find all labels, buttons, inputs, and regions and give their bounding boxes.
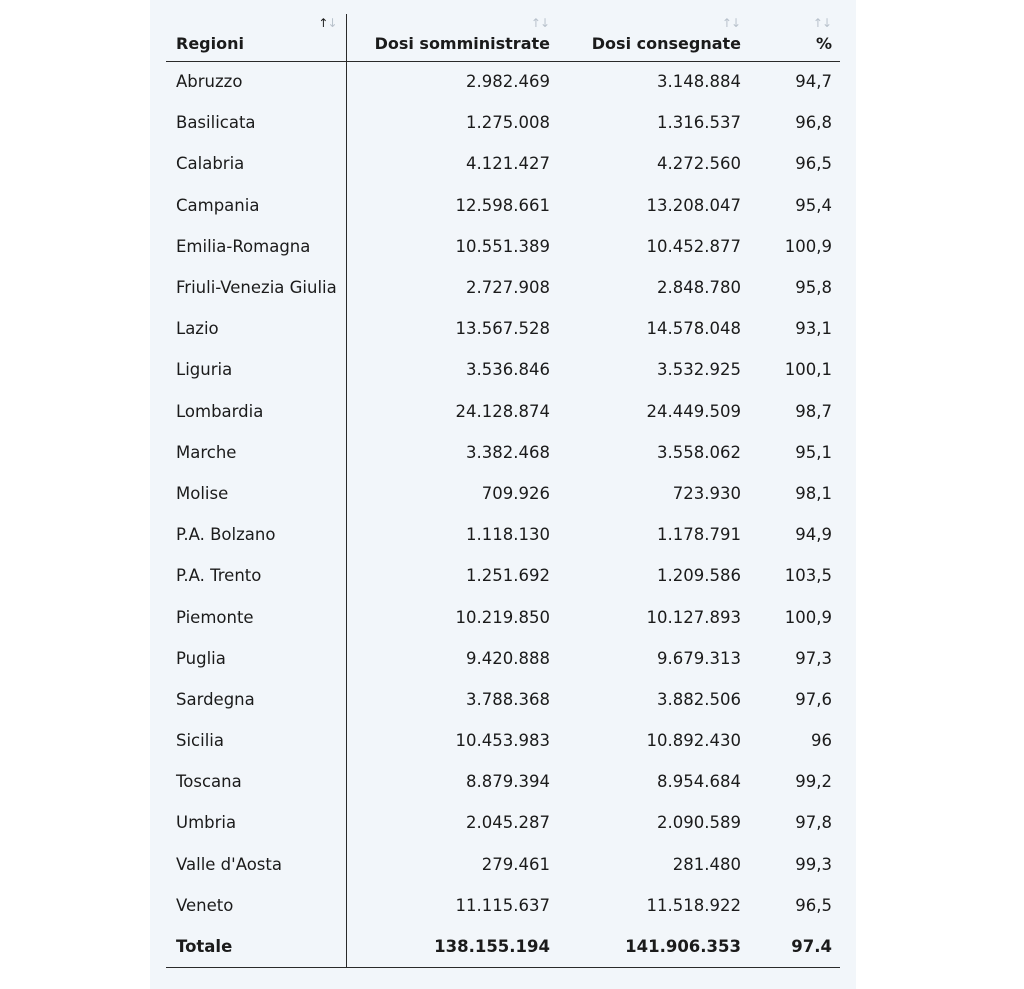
doses-administered-cell: 24.128.874 xyxy=(455,401,550,421)
table-body xyxy=(166,61,840,967)
doses-delivered-cell: 10.452.877 xyxy=(646,236,741,256)
percent-cell: 103,5 xyxy=(784,566,832,586)
doses-administered-cell: 12.598.661 xyxy=(455,195,550,215)
sort-arrows-icon[interactable]: ↑↓ xyxy=(721,16,740,30)
table-row xyxy=(166,473,840,514)
table-panel xyxy=(150,0,856,989)
table-row xyxy=(166,596,840,637)
doses-administered-cell: 709.926 xyxy=(481,483,550,503)
region-cell: Lombardia xyxy=(166,391,346,432)
doses-administered-cell: 3.536.846 xyxy=(466,360,550,380)
percent-cell: 97,8 xyxy=(795,813,832,833)
doses-delivered-cell: 11.518.922 xyxy=(646,895,741,915)
region-cell: Emilia-Romagna xyxy=(166,226,346,267)
percent-cell: 99,2 xyxy=(795,772,832,792)
region-cell: Sicilia xyxy=(166,720,346,761)
percent-cell: 98,1 xyxy=(795,483,832,503)
percent-cell: 100,9 xyxy=(784,607,832,627)
doses-delivered-cell: 13.208.047 xyxy=(646,195,741,215)
doses-delivered-cell: 4.272.560 xyxy=(657,154,741,174)
percent-cell: 96,8 xyxy=(795,113,832,133)
table-row xyxy=(166,844,840,885)
table-row xyxy=(166,761,840,802)
region-cell: Piemonte xyxy=(166,596,346,637)
table-row xyxy=(166,349,840,390)
table-row xyxy=(166,555,840,596)
doses-delivered-cell: 3.558.062 xyxy=(657,442,741,462)
region-cell: Calabria xyxy=(166,143,346,184)
table-row xyxy=(166,185,840,226)
percent-cell: 95,4 xyxy=(795,195,832,215)
doses-delivered-cell: 2.848.780 xyxy=(657,278,741,298)
region-cell: Liguria xyxy=(166,349,346,390)
region-cell: Sardegna xyxy=(166,679,346,720)
percent-cell: 100,9 xyxy=(784,236,832,256)
table-row xyxy=(166,679,840,720)
region-cell: Valle d'Aosta xyxy=(166,844,346,885)
table-row xyxy=(166,432,840,473)
doses-delivered-cell: 10.127.893 xyxy=(646,607,741,627)
region-cell: Umbria xyxy=(166,802,346,843)
doses-administered-cell: 2.982.469 xyxy=(466,72,550,92)
doses-administered-cell: 2.727.908 xyxy=(466,278,550,298)
doses-delivered-cell: 2.090.589 xyxy=(657,813,741,833)
doses-delivered-cell: 3.532.925 xyxy=(657,360,741,380)
doses-administered-cell: 11.115.637 xyxy=(455,895,550,915)
doses-delivered-cell: 14.578.048 xyxy=(646,319,741,339)
region-cell: P.A. Trento xyxy=(166,555,346,596)
header-label: % xyxy=(815,33,832,53)
doses-administered-cell: 2.045.287 xyxy=(466,813,550,833)
doses-delivered-cell: 1.316.537 xyxy=(657,113,741,133)
percent-cell: 97.4 xyxy=(749,926,840,967)
percent-cell: 96,5 xyxy=(795,154,832,174)
doses-administered-cell: 9.420.888 xyxy=(466,648,550,668)
percent-cell: 97,3 xyxy=(795,648,832,668)
doses-delivered-cell: 24.449.509 xyxy=(646,401,741,421)
table-row xyxy=(166,514,840,555)
region-cell: Basilicata xyxy=(166,102,346,143)
table-row xyxy=(166,61,840,102)
table-row xyxy=(166,638,840,679)
table-row xyxy=(166,720,840,761)
doses-administered-cell: 10.453.983 xyxy=(455,731,550,751)
doses-administered-cell: 10.219.850 xyxy=(455,607,550,627)
doses-administered-cell: 279.461 xyxy=(481,854,550,874)
percent-cell: 95,8 xyxy=(795,278,832,298)
percent-cell: 96,5 xyxy=(795,895,832,915)
percent-cell: 95,1 xyxy=(795,442,832,462)
doses-administered-cell: 1.275.008 xyxy=(466,113,550,133)
regions-table xyxy=(166,14,840,968)
header-dosi-somministrate[interactable] xyxy=(346,14,558,61)
sort-arrows-icon[interactable]: ↑↓ xyxy=(812,16,831,30)
header-label: Regioni xyxy=(176,33,244,53)
percent-cell: 99,3 xyxy=(795,854,832,874)
header-dosi-consegnate[interactable] xyxy=(558,14,749,61)
header-regioni[interactable] xyxy=(166,14,346,61)
table-header-row xyxy=(166,14,840,61)
table-row xyxy=(166,267,840,308)
doses-delivered-cell: 281.480 xyxy=(672,854,741,874)
table-row xyxy=(166,885,840,926)
doses-administered-cell: 4.121.427 xyxy=(466,154,550,174)
header-label: Dosi consegnate xyxy=(591,33,741,53)
region-cell: Lazio xyxy=(166,308,346,349)
region-cell: Marche xyxy=(166,432,346,473)
percent-cell: 98,7 xyxy=(795,401,832,421)
header-label: Dosi somministrate xyxy=(374,33,550,53)
doses-delivered-cell: 141.906.353 xyxy=(558,926,749,967)
percent-cell: 94,7 xyxy=(795,72,832,92)
header-percent[interactable] xyxy=(749,14,840,61)
region-cell: Toscana xyxy=(166,761,346,802)
doses-delivered-cell: 10.892.430 xyxy=(646,731,741,751)
percent-cell: 93,1 xyxy=(795,319,832,339)
table-row xyxy=(166,391,840,432)
doses-administered-cell: 13.567.528 xyxy=(455,319,550,339)
doses-administered-cell: 10.551.389 xyxy=(455,236,550,256)
percent-cell: 94,9 xyxy=(795,525,832,545)
sort-arrows-icon[interactable]: ↑↓ xyxy=(530,16,549,30)
percent-cell: 100,1 xyxy=(784,360,832,380)
table-total-row xyxy=(166,926,840,967)
table-row xyxy=(166,143,840,184)
region-cell: Campania xyxy=(166,185,346,226)
region-cell: Puglia xyxy=(166,638,346,679)
table-row xyxy=(166,802,840,843)
doses-administered-cell: 1.118.130 xyxy=(466,525,550,545)
doses-administered-cell: 3.382.468 xyxy=(466,442,550,462)
region-cell: Abruzzo xyxy=(166,61,346,102)
percent-cell: 97,6 xyxy=(795,689,832,709)
doses-delivered-cell: 1.209.586 xyxy=(657,566,741,586)
doses-delivered-cell: 3.882.506 xyxy=(657,689,741,709)
region-cell: Friuli-Venezia Giulia xyxy=(166,267,346,308)
doses-delivered-cell: 8.954.684 xyxy=(657,772,741,792)
table-row xyxy=(166,308,840,349)
table-row xyxy=(166,226,840,267)
region-cell: Molise xyxy=(166,473,346,514)
doses-administered-cell: 138.155.194 xyxy=(346,926,558,967)
doses-delivered-cell: 1.178.791 xyxy=(657,525,741,545)
doses-administered-cell: 8.879.394 xyxy=(466,772,550,792)
sort-arrows-icon[interactable]: ↑↓ xyxy=(318,16,337,30)
doses-delivered-cell: 723.930 xyxy=(672,483,741,503)
doses-administered-cell: 3.788.368 xyxy=(466,689,550,709)
table-row xyxy=(166,102,840,143)
region-cell: Totale xyxy=(166,926,346,967)
doses-delivered-cell: 3.148.884 xyxy=(657,72,741,92)
region-cell: P.A. Bolzano xyxy=(166,514,346,555)
doses-delivered-cell: 9.679.313 xyxy=(657,648,741,668)
region-cell: Veneto xyxy=(166,885,346,926)
doses-administered-cell: 1.251.692 xyxy=(466,566,550,586)
percent-cell: 96 xyxy=(811,731,832,751)
